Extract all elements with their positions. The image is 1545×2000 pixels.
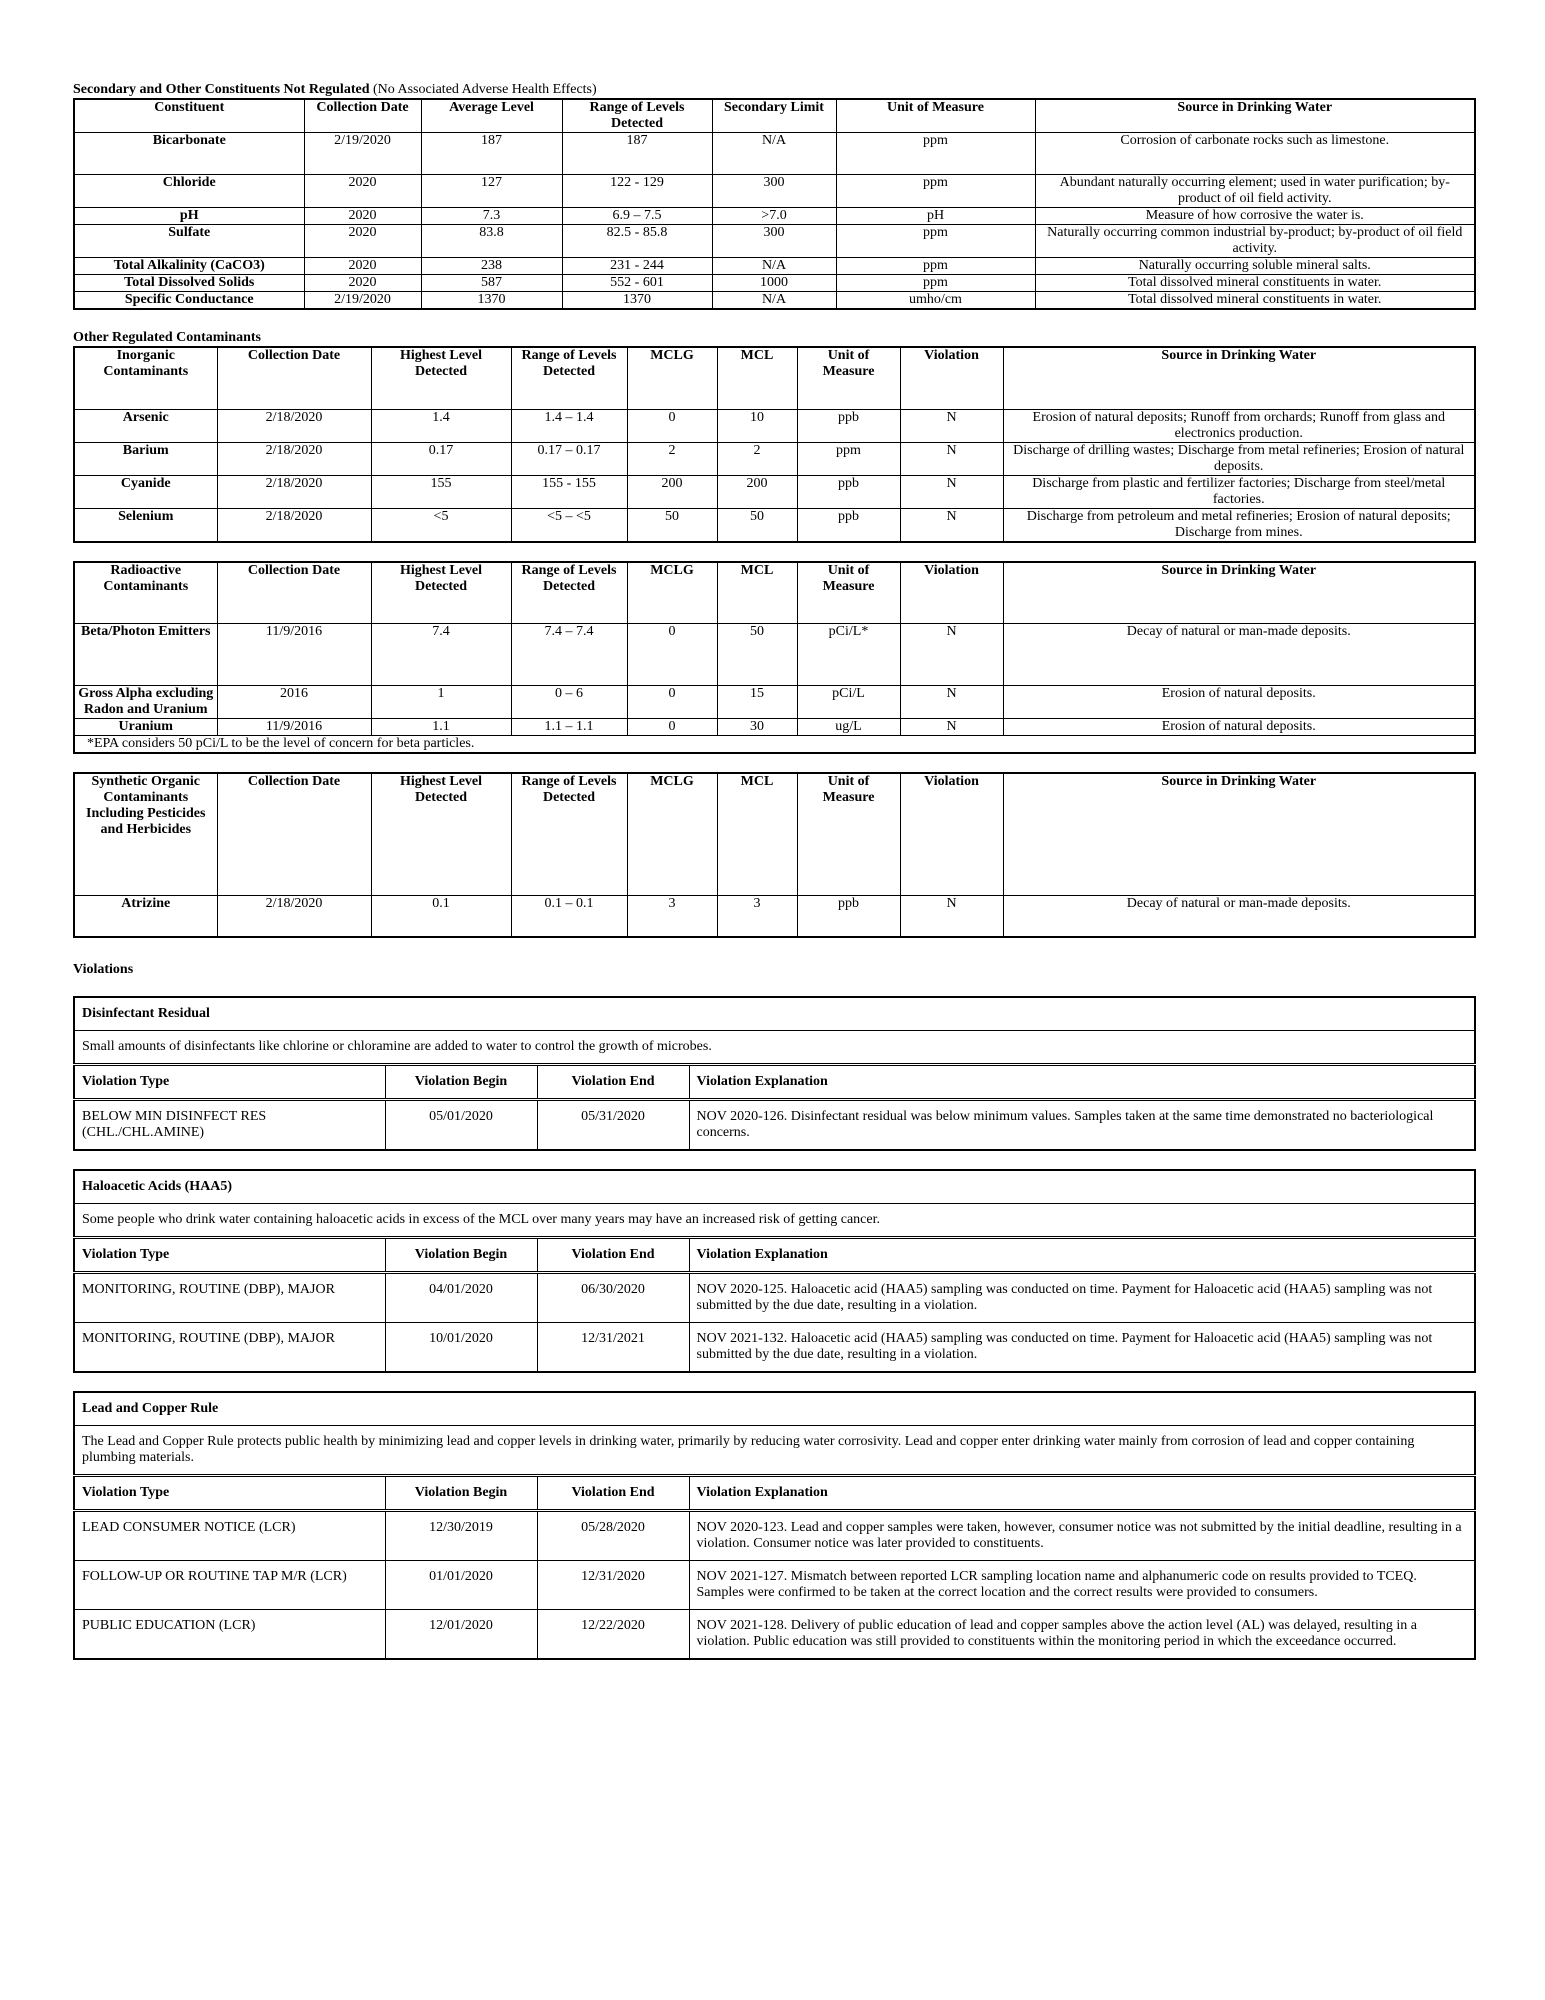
cell: 2/19/2020	[304, 133, 421, 175]
cell: 2	[717, 442, 797, 475]
violation-block-haa5	[73, 1169, 1476, 1373]
cell: <5	[371, 508, 511, 542]
cell-violation-end: 12/22/2020	[537, 1610, 689, 1660]
cell: 2/18/2020	[217, 508, 371, 542]
table-header-row	[74, 99, 1475, 133]
cell-violation-begin: 12/01/2020	[385, 1610, 537, 1660]
cell: 200	[627, 475, 717, 508]
cell-violation-type: MONITORING, ROUTINE (DBP), MAJOR	[74, 1323, 385, 1373]
table-row	[74, 475, 1475, 508]
cell: 0.1 – 0.1	[511, 895, 627, 937]
cell: >7.0	[712, 208, 836, 225]
column-header: Collection Date	[217, 773, 371, 895]
table-row	[74, 1273, 1475, 1323]
column-header: Radioactive Contaminants	[74, 562, 217, 624]
cell: 50	[717, 508, 797, 542]
cell: 127	[421, 175, 562, 208]
table-row	[74, 409, 1475, 442]
cell: 1.4 – 1.4	[511, 409, 627, 442]
column-header: MCL	[717, 347, 797, 409]
table-row	[74, 895, 1475, 937]
table-row	[74, 1561, 1475, 1610]
cell: N	[900, 686, 1003, 719]
column-header: Violation Type	[74, 1238, 385, 1273]
cell: 587	[421, 275, 562, 292]
cell: 82.5 - 85.8	[562, 225, 712, 258]
cell: 2020	[304, 208, 421, 225]
cell: Discharge from petroleum and metal refineries; Erosion of natural deposits; Discharge from mines.	[1003, 508, 1475, 542]
table-header-row	[74, 773, 1475, 895]
violations-heading: Violations	[73, 962, 134, 977]
cell: ppb	[797, 895, 900, 937]
table-row	[74, 258, 1475, 275]
cell: 200	[717, 475, 797, 508]
column-header: Violation	[900, 347, 1003, 409]
table-row	[74, 508, 1475, 542]
cell: 300	[712, 175, 836, 208]
cell-constituent: Total Dissolved Solids	[74, 275, 304, 292]
table-row	[74, 686, 1475, 719]
table-row	[74, 1100, 1475, 1151]
cell: Measure of how corrosive the water is.	[1035, 208, 1475, 225]
cell-contaminant: Atrizine	[74, 895, 217, 937]
cell: ppb	[797, 409, 900, 442]
violation-block-title: Haloacetic Acids (HAA5)	[74, 1170, 1475, 1204]
cell: 122 - 129	[562, 175, 712, 208]
cell-contaminant: Arsenic	[74, 409, 217, 442]
cell: ppm	[797, 442, 900, 475]
cell: N	[900, 719, 1003, 736]
table-row	[74, 133, 1475, 175]
cell-violation-begin: 05/01/2020	[385, 1100, 537, 1151]
cell: 3	[627, 895, 717, 937]
cell: ppm	[836, 275, 1035, 292]
cell-violation-begin: 12/30/2019	[385, 1511, 537, 1561]
cell: 2016	[217, 686, 371, 719]
secondary-table	[73, 98, 1476, 310]
violation-block-title: Disinfectant Residual	[74, 997, 1475, 1031]
cell: Erosion of natural deposits.	[1003, 686, 1475, 719]
table-row	[74, 442, 1475, 475]
cell: 231 - 244	[562, 258, 712, 275]
column-header: Source in Drinking Water	[1003, 347, 1475, 409]
violation-block-description: The Lead and Copper Rule protects public health by minimizing lead and copper levels in drinking water, primarily by reducing water corrosivity. Lead and copper enter drinking water mainly from corrosion of lead and copper containing plumbing materials.	[74, 1426, 1475, 1476]
cell-contaminant: Gross Alpha excluding Radon and Uranium	[74, 686, 217, 719]
cell: Corrosion of carbonate rocks such as limestone.	[1035, 133, 1475, 175]
table-row	[74, 292, 1475, 310]
cell: 0 – 6	[511, 686, 627, 719]
table-header-row	[74, 347, 1475, 409]
cell: 7.3	[421, 208, 562, 225]
cell: N	[900, 409, 1003, 442]
cell: 11/9/2016	[217, 624, 371, 686]
cell: N	[900, 624, 1003, 686]
cell: 238	[421, 258, 562, 275]
cell: 10	[717, 409, 797, 442]
column-header: MCL	[717, 773, 797, 895]
cell: 0.1	[371, 895, 511, 937]
cell: N/A	[712, 133, 836, 175]
cell: Decay of natural or man-made deposits.	[1003, 624, 1475, 686]
cell-violation-explanation: NOV 2020-123. Lead and copper samples were taken, however, consumer notice was not submitted by the initial deadline, resulting in a violation. Consumer notice was later provided to constituents.	[689, 1511, 1475, 1561]
other-regulated-title: Other Regulated Contaminants	[73, 330, 261, 345]
column-header: Violation Begin	[385, 1476, 537, 1511]
radioactive-table	[73, 561, 1476, 755]
table-header-row	[74, 1238, 1475, 1273]
column-header: Inorganic Contaminants	[74, 347, 217, 409]
cell: umho/cm	[836, 292, 1035, 310]
cell-constituent: Sulfate	[74, 225, 304, 258]
cell-violation-explanation: NOV 2021-132. Haloacetic acid (HAA5) sampling was conducted on time. Payment for Haloacetic acid (HAA5) sampling was not submitted by the due date, resulting in a violation.	[689, 1323, 1475, 1373]
column-header: Violation Explanation	[689, 1476, 1475, 1511]
cell: ug/L	[797, 719, 900, 736]
column-header: Synthetic Organic Contaminants Including Pesticides and Herbicides	[74, 773, 217, 895]
cell: pCi/L*	[797, 624, 900, 686]
column-header: Unit of Measure	[797, 562, 900, 624]
column-header: Unit of Measure	[797, 347, 900, 409]
table-row	[74, 719, 1475, 736]
cell: 1000	[712, 275, 836, 292]
column-header: Collection Date	[217, 562, 371, 624]
cell-constituent: Total Alkalinity (CaCO3)	[74, 258, 304, 275]
cell: 6.9 – 7.5	[562, 208, 712, 225]
cell: 155 - 155	[511, 475, 627, 508]
document-page	[73, 82, 1476, 1660]
cell: N/A	[712, 258, 836, 275]
column-header: Unit of Measure	[836, 99, 1035, 133]
cell: 15	[717, 686, 797, 719]
column-header: Violation Type	[74, 1476, 385, 1511]
cell: 300	[712, 225, 836, 258]
cell: ppb	[797, 508, 900, 542]
cell-violation-end: 05/28/2020	[537, 1511, 689, 1561]
column-header: Highest Level Detected	[371, 347, 511, 409]
cell-violation-type: BELOW MIN DISINFECT RES (CHL./CHL.AMINE)	[74, 1100, 385, 1151]
cell-violation-explanation: NOV 2020-126. Disinfectant residual was below minimum values. Samples taken at the same time demonstrated no bacteriological concerns.	[689, 1100, 1475, 1151]
cell: Naturally occurring soluble mineral salts.	[1035, 258, 1475, 275]
table-row	[74, 624, 1475, 686]
cell: <5 – <5	[511, 508, 627, 542]
cell-violation-end: 12/31/2021	[537, 1323, 689, 1373]
cell: 3	[717, 895, 797, 937]
cell-constituent: pH	[74, 208, 304, 225]
cell-violation-type: FOLLOW-UP OR ROUTINE TAP M/R (LCR)	[74, 1561, 385, 1610]
cell: N	[900, 508, 1003, 542]
column-header: Violation Explanation	[689, 1238, 1475, 1273]
cell: 0.17 – 0.17	[511, 442, 627, 475]
cell: Decay of natural or man-made deposits.	[1003, 895, 1475, 937]
table-row	[74, 275, 1475, 292]
cell-violation-end: 12/31/2020	[537, 1561, 689, 1610]
column-header: Violation Explanation	[689, 1065, 1475, 1100]
table-header-row	[74, 1065, 1475, 1100]
cell: 2020	[304, 258, 421, 275]
violation-block-disinfectant	[73, 996, 1476, 1151]
cell: Naturally occurring common industrial by-product; by-product of oil field activity.	[1035, 225, 1475, 258]
column-header: MCLG	[627, 562, 717, 624]
cell: Abundant naturally occurring element; used in water purification; by-product of oil field activity.	[1035, 175, 1475, 208]
cell: 2	[627, 442, 717, 475]
secondary-title: Secondary and Other Constituents Not Regulated (No Associated Adverse Health Effects)	[73, 82, 597, 97]
radioactive-footnote: *EPA considers 50 pCi/L to be the level of concern for beta particles.	[74, 736, 1475, 754]
cell-contaminant: Beta/Photon Emitters	[74, 624, 217, 686]
cell-violation-explanation: NOV 2021-127. Mismatch between reported LCR sampling location name and alphanumeric code on results provided to TCEQ. Samples were confirmed to be taken at the correct location and the correct results were provided to consumers.	[689, 1561, 1475, 1610]
column-header: Highest Level Detected	[371, 773, 511, 895]
cell-contaminant: Selenium	[74, 508, 217, 542]
table-row	[74, 208, 1475, 225]
column-header: MCL	[717, 562, 797, 624]
cell-violation-end: 06/30/2020	[537, 1273, 689, 1323]
cell: pCi/L	[797, 686, 900, 719]
column-header: Range of Levels Detected	[511, 562, 627, 624]
cell: 2020	[304, 175, 421, 208]
cell-violation-explanation: NOV 2020-125. Haloacetic acid (HAA5) sampling was conducted on time. Payment for Haloacetic acid (HAA5) sampling was not submitted by the due date, resulting in a violation.	[689, 1273, 1475, 1323]
table-note-row	[74, 736, 1475, 754]
cell: 0.17	[371, 442, 511, 475]
cell-violation-begin: 10/01/2020	[385, 1323, 537, 1373]
cell-contaminant: Cyanide	[74, 475, 217, 508]
violation-block-description: Small amounts of disinfectants like chlorine or chloramine are added to water to control the growth of microbes.	[74, 1031, 1475, 1065]
cell: ppm	[836, 258, 1035, 275]
column-header: MCLG	[627, 347, 717, 409]
cell: 50	[717, 624, 797, 686]
column-header: Highest Level Detected	[371, 562, 511, 624]
cell-contaminant: Barium	[74, 442, 217, 475]
column-header: Range of Levels Detected	[511, 347, 627, 409]
cell: 1370	[562, 292, 712, 310]
violation-block-lead-copper	[73, 1391, 1476, 1660]
cell-constituent: Chloride	[74, 175, 304, 208]
cell: 187	[421, 133, 562, 175]
column-header: Violation End	[537, 1238, 689, 1273]
table-row	[74, 1610, 1475, 1660]
cell: 1.4	[371, 409, 511, 442]
violation-block-description: Some people who drink water containing haloacetic acids in excess of the MCL over many years may have an increased risk of getting cancer.	[74, 1204, 1475, 1238]
column-header: Violation Begin	[385, 1065, 537, 1100]
column-header: MCLG	[627, 773, 717, 895]
cell: 2/18/2020	[217, 895, 371, 937]
column-header: Violation Begin	[385, 1238, 537, 1273]
cell: 0	[627, 719, 717, 736]
cell: 187	[562, 133, 712, 175]
column-header: Unit of Measure	[797, 773, 900, 895]
violation-block-title: Lead and Copper Rule	[74, 1392, 1475, 1426]
cell-violation-explanation: NOV 2021-128. Delivery of public education of lead and copper samples above the action level (AL) was delayed, resulting in a violation. Public education was still provided to constituents within the monitoring period in which the exceedance occurred.	[689, 1610, 1475, 1660]
table-row	[74, 1323, 1475, 1373]
cell: 30	[717, 719, 797, 736]
cell: 83.8	[421, 225, 562, 258]
cell-constituent: Bicarbonate	[74, 133, 304, 175]
cell: N/A	[712, 292, 836, 310]
cell: 1.1	[371, 719, 511, 736]
table-row	[74, 225, 1475, 258]
cell: pH	[836, 208, 1035, 225]
table-row	[74, 175, 1475, 208]
cell: ppb	[797, 475, 900, 508]
column-header: Violation End	[537, 1065, 689, 1100]
cell: Discharge from plastic and fertilizer factories; Discharge from steel/metal factories.	[1003, 475, 1475, 508]
cell: 0	[627, 409, 717, 442]
cell: Discharge of drilling wastes; Discharge from metal refineries; Erosion of natural deposits.	[1003, 442, 1475, 475]
table-header-row	[74, 1476, 1475, 1511]
cell: 1	[371, 686, 511, 719]
cell: 2/18/2020	[217, 475, 371, 508]
cell-violation-begin: 01/01/2020	[385, 1561, 537, 1610]
cell: N	[900, 442, 1003, 475]
cell: 0	[627, 686, 717, 719]
column-header: Source in Drinking Water	[1035, 99, 1475, 133]
column-header: Violation Type	[74, 1065, 385, 1100]
cell: 2/19/2020	[304, 292, 421, 310]
table-header-row	[74, 562, 1475, 624]
column-header: Range of Levels Detected	[562, 99, 712, 133]
cell: Erosion of natural deposits.	[1003, 719, 1475, 736]
cell: 1.1 – 1.1	[511, 719, 627, 736]
cell-violation-end: 05/31/2020	[537, 1100, 689, 1151]
cell: 2/18/2020	[217, 409, 371, 442]
column-header: Collection Date	[217, 347, 371, 409]
column-header: Constituent	[74, 99, 304, 133]
cell-constituent: Specific Conductance	[74, 292, 304, 310]
cell-violation-type: MONITORING, ROUTINE (DBP), MAJOR	[74, 1273, 385, 1323]
cell: 7.4 – 7.4	[511, 624, 627, 686]
cell: Total dissolved mineral constituents in water.	[1035, 275, 1475, 292]
column-header: Secondary Limit	[712, 99, 836, 133]
cell: Total dissolved mineral constituents in water.	[1035, 292, 1475, 310]
synthetic-table	[73, 772, 1476, 938]
table-row	[74, 1511, 1475, 1561]
cell: 1370	[421, 292, 562, 310]
cell: 50	[627, 508, 717, 542]
cell-contaminant: Uranium	[74, 719, 217, 736]
column-header: Source in Drinking Water	[1003, 773, 1475, 895]
cell-violation-begin: 04/01/2020	[385, 1273, 537, 1323]
cell: Erosion of natural deposits; Runoff from orchards; Runoff from glass and electronics production.	[1003, 409, 1475, 442]
cell-violation-type: LEAD CONSUMER NOTICE (LCR)	[74, 1511, 385, 1561]
cell: 11/9/2016	[217, 719, 371, 736]
column-header: Collection Date	[304, 99, 421, 133]
cell: N	[900, 895, 1003, 937]
cell: N	[900, 475, 1003, 508]
column-header: Average Level	[421, 99, 562, 133]
cell: 0	[627, 624, 717, 686]
cell: ppm	[836, 225, 1035, 258]
cell: ppm	[836, 133, 1035, 175]
column-header: Range of Levels Detected	[511, 773, 627, 895]
cell: 2020	[304, 225, 421, 258]
column-header: Violation End	[537, 1476, 689, 1511]
column-header: Source in Drinking Water	[1003, 562, 1475, 624]
cell: 2020	[304, 275, 421, 292]
cell: 2/18/2020	[217, 442, 371, 475]
inorganic-table	[73, 346, 1476, 543]
cell-violation-type: PUBLIC EDUCATION (LCR)	[74, 1610, 385, 1660]
cell: ppm	[836, 175, 1035, 208]
column-header: Violation	[900, 773, 1003, 895]
cell: 155	[371, 475, 511, 508]
cell: 552 - 601	[562, 275, 712, 292]
cell: 7.4	[371, 624, 511, 686]
column-header: Violation	[900, 562, 1003, 624]
